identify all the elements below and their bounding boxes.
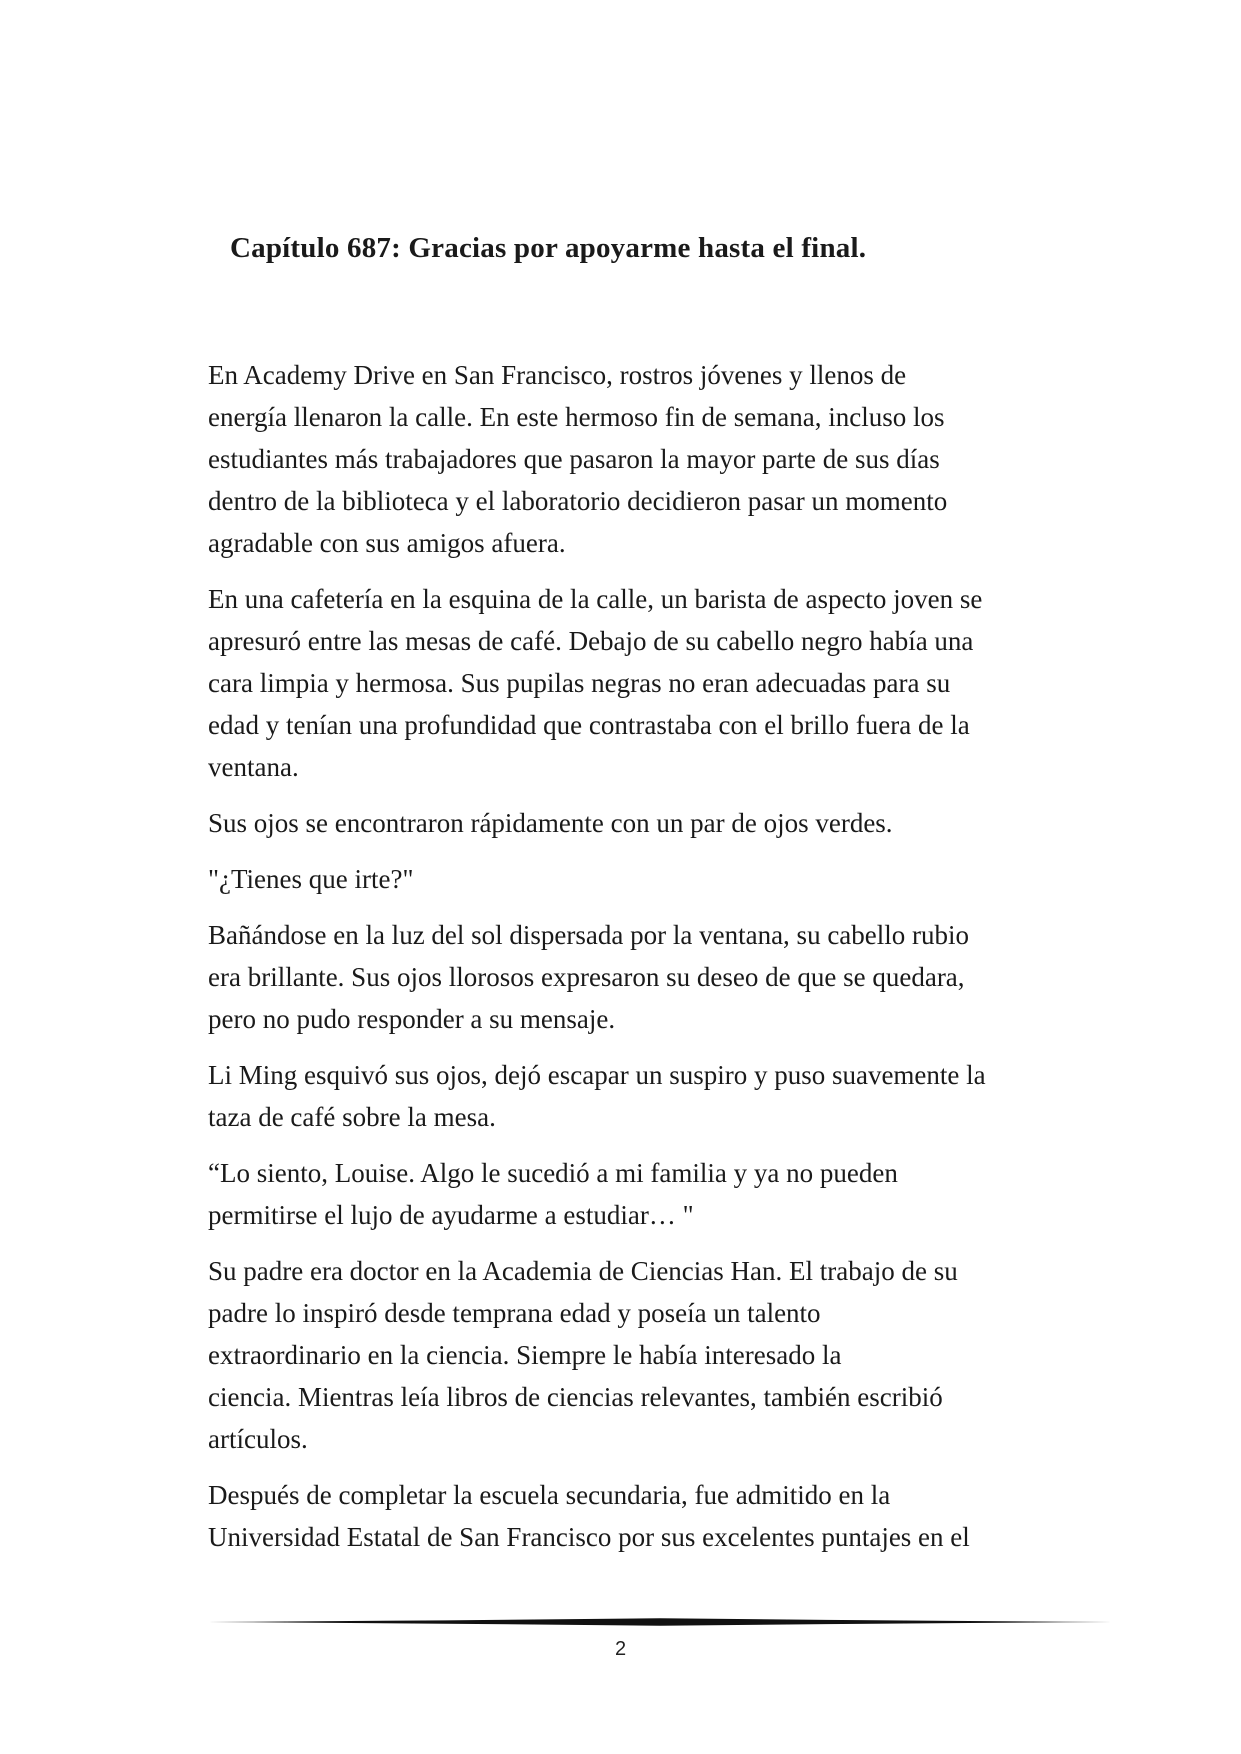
text-line: dentro de la biblioteca y el laboratorio decidieron pasar un momento [208, 486, 948, 516]
text-line: edad y tenían una profundidad que contrastaba con el brillo fuera de la [208, 710, 970, 740]
paragraph [208, 914, 1068, 1040]
text-line: era brillante. Sus ojos llorosos expresaron su deseo de que se quedara, [208, 962, 965, 992]
text-line: ciencia. Mientras leía libros de ciencias relevantes, también escribió [208, 1382, 943, 1412]
text-line: En Academy Drive en San Francisco, rostros jóvenes y llenos de [208, 360, 907, 390]
body-text [208, 354, 1068, 1558]
paragraph [208, 578, 1068, 788]
paragraph [208, 802, 1068, 844]
page-number: 2 [614, 1638, 627, 1660]
text-line: permitirse el lujo de ayudarme a estudiar… " [208, 1200, 694, 1230]
text-line: estudiantes más trabajadores que pasaron la mayor parte de sus días [208, 444, 940, 474]
text-line: taza de café sobre la mesa. [208, 1102, 496, 1132]
paragraph [208, 1054, 1068, 1138]
text-line: extraordinario en la ciencia. Siempre le había interesado la [208, 1340, 842, 1370]
text-line: Bañándose en la luz del sol dispersada por la ventana, su cabello rubio [208, 920, 970, 950]
text-line: cara limpia y hermosa. Sus pupilas negras no eran adecuadas para su [208, 668, 951, 698]
text-line: "¿Tienes que irte?" [208, 864, 414, 894]
text-line: artículos. [208, 1424, 308, 1454]
text-line: En una cafetería en la esquina de la calle, un barista de aspecto joven se [208, 584, 983, 614]
paragraph [208, 858, 1068, 900]
chapter-title: Capítulo 687: Gracias por apoyarme hasta el final. [230, 232, 867, 264]
text-line: Li Ming esquivó sus ojos, dejó escapar un suspiro y puso suavemente la [208, 1060, 986, 1090]
text-line: Después de completar la escuela secundaria, fue admitido en la [208, 1480, 891, 1510]
text-line: pero no pudo responder a su mensaje. [208, 1004, 616, 1034]
paragraph [208, 354, 1068, 564]
footer-divider [208, 1616, 1112, 1628]
text-line: Sus ojos se encontraron rápidamente con un par de ojos verdes. [208, 808, 893, 838]
text-line: Universidad Estatal de San Francisco por sus excelentes puntajes en el [208, 1522, 970, 1552]
text-line: apresuró entre las mesas de café. Debajo de su cabello negro había una [208, 626, 974, 656]
text-line: “Lo siento, Louise. Algo le sucedió a mi familia y ya no pueden [208, 1158, 898, 1188]
paragraph [208, 1152, 1068, 1236]
text-line: padre lo inspiró desde temprana edad y poseía un talento [208, 1298, 821, 1328]
text-line: agradable con sus amigos afuera. [208, 528, 566, 558]
text-line: Su padre era doctor en la Academia de Ciencias Han. El trabajo de su [208, 1256, 958, 1286]
text-line: energía llenaron la calle. En este hermoso fin de semana, incluso los [208, 402, 945, 432]
paragraph [208, 1474, 1068, 1558]
paragraph [208, 1250, 1068, 1460]
text-line: ventana. [208, 752, 299, 782]
